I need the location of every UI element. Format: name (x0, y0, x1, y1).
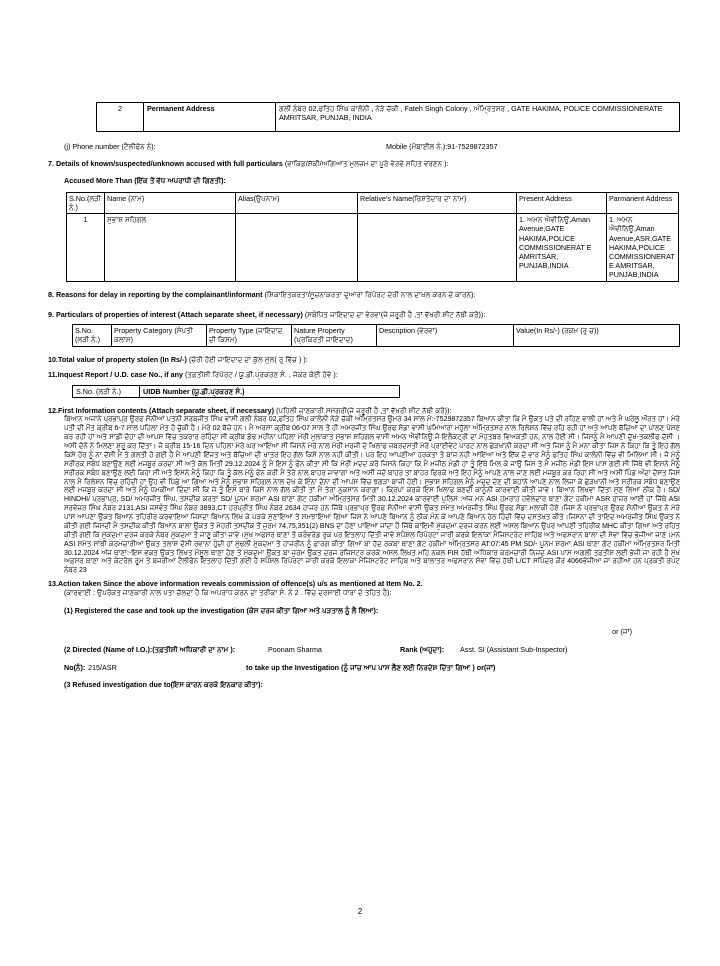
item-10-title-pa: (ਚੋਰੀ ਹੋਈ ਜਾਇਦਾਦ ਦਾ ਕੁੱਲ ਮੁੱਲ( ਰੁ ਵਿੱਚ ) ): (188, 354, 308, 364)
item-7-title: 7. Details of known/suspected/unknown accused with full particulars (48, 159, 283, 169)
prop-col-sno: S.No. (ਲੜੀ ਨੰ.) (73, 325, 112, 346)
permanent-address-table (96, 102, 680, 132)
table-header-row (73, 385, 400, 397)
accused-permanent-address: 1. ਅਮਨ ਐਵੀਨਿਊ,Aman Avenue,ASR,GATE HAKIMA,POLICE COMMISSIONERAT E AMRITSAR, PUNJAB,INDIA (607, 214, 679, 282)
table-row (97, 103, 680, 132)
item-12-heading (48, 406, 680, 415)
item-9-title: 9. Particulars of properties of interest (Attach separate sheet, if necessary) (48, 309, 303, 319)
registered-case-line: (1) Registered the case and took up the investigation (ਕੇਸ ਦਰਜ ਕੀਤਾ ਗਿਆ ਅਤੇ ਪੜਤਾਲ ਨੂੰ ਲੈ ਲਿਆ): (64, 605, 379, 615)
accused-more-than: Accused More Than (ਇੱਕ ਤੋਂ ਵੱਧ ਅਪਰਾਧੀ ਦੀ ਗਿਣਤੀ): (64, 176, 226, 186)
rank-label: Rank (ਅਹੁਦਾ): (400, 645, 445, 654)
item-13-title-pa: (ਕਾਰਵਾਈ : ਉਪਰੋਕਤ ਜਾਣਕਾਰੀ ਨਾਲ ਪਤਾ ਚੱਲਦਾ ਹੈ ਕਿ ਅਪਰਾਧ ਕਰਨ ਦਾ ਤਰੀਕਾ ਸੰ. ਨੰ 2 . ਵਿੱਚ ਦਰਸਾਈ ਧਾਰਾ ਦੇ ਤਹਿਤ ਹੈ): (64, 588, 392, 598)
address-value: ਗਲੀ ਨੰਬਰ 02,ਫਤਿਹ ਸਿੰਘ ਕਾਲੋਨੀ , ਨੇੜੇ ਚੱਕੀ , Fateh Singh Colony , ਅੰਮ੍ਰਿਤਸਰ , GATE HAKIMA, POLICE COMMISSIONERATE AMRITSAR, PUNJAB, INDIA (276, 103, 680, 132)
item-9-heading (48, 310, 680, 319)
io-number-line (64, 663, 680, 672)
accused-name: ਸੁਭਾਸ਼ ਸਹਿਗਲ (105, 214, 236, 282)
page-number: 2 (357, 907, 363, 916)
col-permanent-address: Parmanent Address (607, 192, 679, 213)
item-7-heading (48, 159, 680, 168)
item-12-title: 12.First Information contents (Attach separate sheet, if necessary) (48, 406, 275, 416)
prop-col-description: Description (ਵੇਰਵਾ) (377, 325, 514, 346)
uidb-table (72, 385, 400, 398)
item-7-title-pa: (ਵਾਕਿਫ਼/ਸ਼ੱਕੀ/ਅਗਿਆਤ ਮੁਲਜ਼ਮ ਦਾ ਪੂਰੇ ਵੇਰਵੇ ਸਹਿਤ ਵਰਣਨ ): (284, 159, 449, 169)
prop-col-type: Property Type (ਜਾਇਦਾਦ ਦੀ ਕਿਸਮ) (207, 325, 292, 346)
property-table (72, 324, 680, 346)
directed-label: (2 Directed (Name of I.O.):(ਤਫ਼ਤੀਸ਼ੀ ਅਧਿਕਾਰੀ ਦਾ ਨਾਮ ): (64, 645, 236, 654)
col-alias: Alias(ਉਪਨਾਮ) (236, 192, 358, 213)
col-sno: S.No.(ਲੜੀ ਨੰ.) (67, 192, 105, 213)
uidb-col-number: UIDB Number (ਯੂ.ਡੀ.ਪ੍ਰਕਰਣ ਸੰ.) (140, 385, 400, 397)
fir-page-body (48, 96, 680, 690)
col-present-address: Present Address (517, 192, 607, 213)
item-13-heading (48, 579, 680, 588)
accused-sno: 1 (67, 214, 105, 282)
uidb-col-sno: S.No. (ਲੜੀ ਨੰ.) (73, 385, 140, 397)
refused-investigation-line: (3 Refused investigation due to(ਇਸ ਕਾਰਨ ਕਰਕੇ ਇਨਕਾਰ ਕੀਤਾ): (64, 680, 263, 690)
rank-value: Asst. SI (Assistant Sub-Inspector) (460, 645, 568, 654)
accused-relative (358, 214, 517, 282)
item-13-title: 13.Action taken Since the above information reveals commission of offence(s) u/s as mentioned at Item No. 2. (48, 579, 423, 589)
accused-table (66, 192, 679, 282)
table-row (67, 214, 679, 282)
table-header-row (67, 192, 679, 213)
prop-col-nature: Nature Property (ਪ੍ਰਕਿਰਤੀ ਜਾਇਦਾਦ) (292, 325, 377, 346)
address-serial: 2 (97, 103, 144, 132)
item-10-heading (48, 355, 680, 364)
item-10-title: 10.Total value of property stolen (In Rs/-) (48, 354, 187, 364)
item-12-title-pa: (ਪਹਿਲੀ ਜਾਣਕਾਰੀ ਸਮੱਗਰੀ(ਜੇ ਜ਼ਰੂਰੀ ਹੈ ,ਤਾਂ ਵੱਖਰੀ ਸ਼ੀਟ ਨੱਥੀ ਕਰੋ)): (276, 406, 452, 416)
or-text: or (ਜਾਂ) (612, 626, 632, 636)
item-11-title: 11.Inquest Report / U.D. case No., if any (48, 369, 184, 379)
item-8-title: 8. Reasons for delay in reporting by the complainant/informant (48, 289, 263, 299)
no-value: 215/ASR (88, 663, 117, 673)
item-11-title-pa: (ਤਫ਼ਤੀਸ਼ੀ ਰਿਪੋਰਟ / ਯੂ.ਡੀ.ਪ੍ਰਕਰਣ ਸੰ. , ਜੇਕਰ ਕੋਈ ਹੋਵੇ ): (185, 369, 338, 379)
take-up-investigation: to take up the Investigation (ਨੂੰ ਜਾਂਚ ਆਪ ਪਾਸ ਲੈਣ ਲਈ ਨਿਰਦੇਸ਼ ਦਿੱਤਾ ਗਿਆ ) or(ਜਾਂ) (246, 663, 496, 673)
prop-col-value: Value(In Rs/-) (ਰਕਮ (ਰੁ ਚ)) (514, 325, 680, 346)
no-label: No(ਨੰ): (64, 663, 86, 673)
item-8-heading (48, 290, 680, 299)
accused-alias (236, 214, 358, 282)
address-label: Permanent Address (144, 103, 276, 132)
item-9-title-pa: (ਸਬੰਧਿਤ ਜਾਇਦਾਦ ਦਾ ਵੇਰਵਾ(ਜੇ ਜ਼ਰੂਰੀ ਹੈ ,ਤਾਂ ਵੱਖਰੀ ਸ਼ੀਟ ਨੱਥੀ ਕਰੋ)): (304, 309, 486, 319)
item-11-heading (48, 370, 680, 379)
accused-present-address: 1. ਅਮਨ ਐਵੀਨਿਊ,Aman Avenue,GATE HAKIMA,POLICE COMMISSIONERAT E AMRITSAR, PUNJAB,INDIA (517, 214, 607, 282)
phone-line (64, 142, 680, 151)
prop-col-category: Property Category (ਸੰਪਤੀ ਕਲਾਸ) (112, 325, 207, 346)
phone-number-label: (j) Phone number (ਟੈਲੀਫੋਨ ਨੰ): (64, 142, 156, 151)
table-header-row (73, 325, 680, 346)
io-name: Poonam Sharma (268, 645, 322, 654)
item-8-title-pa: (ਸ਼ਿਕਾਇਤਕਰਤਾ/ਸੂਚਨਾਕਰਤਾ ਦੁਆਰਾ ਰਿਪੋਰਟ ਦੇਰੀ ਨਾਲ ਦਾਖ਼ਲ ਕਰਨ ਦੇ ਕਾਰਨ): (264, 289, 476, 299)
col-name: Name (ਨਾਮ) (105, 192, 236, 213)
col-relative: Relative's Name(ਰਿਸ਼ਤੇਦਾਰ ਦਾ ਨਾਮ) (358, 192, 517, 213)
first-information-contents: ਬਿਆਨ ਅਜਾਨੇ ਪ੍ਰਭਾਪ੍ਰ ਉਰਫ ਸੋਨੀਆ ਪਤਨੀ ਸਰਬਜੀਤ ਸਿੰਘ ਵਾਸੀ ਗਲੀ ਨੰਬਰ 02,ਫਤਿਹ ਸਿੰਘ ਕਾਲੋਨੀ ਨੇੜੇ ਚੱਕੀ ਅੰਮ੍ਰਿਤਸਰ ਉਮਰ 34 ਸਾਲ ਮੋ:-7529872357 ਬਿਆਨ ਕੀਤਾ ਕਿ ਮੈ ਉਕਤ ਪਤੇ ਦੀ ਰਹਿਣ ਵਾਲੀ ਹਾਂ ਅਤੇ ਮੈ ਘਰੇਲੂ ਔਰਤ ਹਾਂ। ਮੇਰੇ ਪਤੀ ਦੀ ਮੌਤ ਕ੍ਰੀਬ 6-7 ਸਾਲ ਪਹਿਲਾ ਮੋਤ ਹੋ ਚੁੱਕੀ ਹੈ। ਮੇਰੇ 02 ਬੱਚੇ ਹਨ। ਮੈ ਅਰਸਾ ਕ੍ਰੀਬ 06-07 ਸਾਲ ਤੋਂ ਹੀ ਅਮਰਜੀਤ ਸਿੰਘ ਉਰਫ ਸੋਡਾ ਵਾਸੀ ਘੁਮਿਆਰਾ ਮਹੁੱਲਾ ਅੰਮ੍ਰਿਤਸਰ ਨਾਲ ਰਿਲੇਸ਼ਨ ਵਿੱਚ ਰਹਿ ਰਹੀ ਹਾਂ ਅਤੇ ਆਪਣੇ ਬੱਚਿਆ ਦਾ ਪਾਲਣ ਪੋਸ਼ਣ ਕਰ ਰਹੀ ਹਾਂ ਅਤੇ ਸਾਡੀ ਦੋਹਾ ਦੀ ਆਪਸ ਵਿੱਚ ਤਕਰਾਰ ਰਹਿੰਦਾ ਸੀ ਕ੍ਰੀਬ ਡੇਢ ਮਹੀਨਾ ਪਹਿਲਾ ਮੇਰੀ ਮੁਲਾਕਾਤ ਸੁਭਾਸ਼ ਸਹਿਗਲ ਵਾਸੀ ਅਮਨ ਐਵੀਨਿਊ ਜੋ ਇਲੈਕਟ੍ਰੀ ਦਾ ਮੋਹਤਬਰ ਵਿਅਕਤੀ ਹਨ, ਨਾਲ ਹੋਈ ਸੀ। ਜਿਸਨੂੰ ਮੈ ਆਪਣੀ ਦੁੱਖ-ਤਕਲੀਫ ਦੱਸੀ । ਅਸੀ ਦੋਨੋ ਨੇ ਮਿਲਣਾ ਸ਼ੁਰੂ ਕਰ ਦਿੱਤਾ। ਜੋ ਕ੍ਰੀਬ 15-16 ਦਿਨ ਪਹਿਲਾ ਮੇਰੇ ਘਰ ਆਇਆ ਸੀ ਜਿਸਨੇ ਮੇਰੇ ਨਾਲ ਮੇਰੀ ਮਰਜੀ ਦੇ ਖਿਲਾਫ ਜਬਰਦਸਤੀ ਮੇਰੇ ਪ੍ਰਾਈਵੇਟ ਪਾਰਟ ਨਾਲ ਛੇੜਖਾਨੀ ਕਰਦਾ ਸੀ ਅਤੇ ਜਿਸ ਨੂੰ ਮੈ ਮਨਾ ਕੀਤਾ ਜਿਸ ਨੇ ਕਿਹਾ ਕਿ ਤੂੰ ਇਹ ਗੱਲ ਕਿਸੇ ਹੋਰ ਨੂੰ ਨਾ ਦੱਸੀ ਮੈਂ ਤੇ ਗਲਤੀ ਹੋ ਗਈ ਹੈ ਮੈ ਆਪਣੀ ਇੱਜਤ ਅਤੇ ਬੱਚਿਆ ਦੀ ਖਾਤਰ ਇਹ ਗੱਲ ਕਿਸੇ ਨਾਲ ਨਹੀ ਕੀਤੀ। ਪਰ ਇਹ ਆਪਣੀਆ ਹਰਕਤਾ ਤੋ ਬਾਜ ਨਹੀ ਆਇਆ ਅਤੇ ਇੱਕ ਦੋ ਵਾਰ ਮੈਨੂੰ ਫਤਿਹ ਸਿੰਘ ਕਾਲੋਨੀ ਵਿੱਚ ਵੀ ਮਿਲਿਆ ਸੀ। ਜੋ ਮੇਨੂੰ ਸਰੀਰਕ ਸਬੰਧ ਬਣਾਉਣ ਲਈ ਮਜਬੂਰ ਕਰਦਾ ਸੀ ਅਤੇ ਕੱਲ ਮਿਤੀ 29.12.2024 ਨੂੰ ਮੈ ਇਸ ਨੂੰ ਫੋਨ ਕੀਤਾ ਸੀ ਕਿ ਮੇਰੀ ਮਦਦ ਕਰੋ ਜਿਸਨੇ ਕਿਹਾ ਕਿ ਮੈ ਮਜੀਠ ਮੰਡੀ ਹਾਂ ਤੂੰ ਇੱਥੇ ਮਿਲ ਕੇ ਜਾਉ ਜਿਸ ਤੇ ਮੈ ਮਜੀਠ ਮੰਡੀ ਇਸ ਪਾਸ ਗਈ ਸੀ ਜਿੱਥੇ ਵੀ ਇਸਨੇ ਮੈਨੂੰ ਸਰੀਰਕ ਸਬੰਧ ਬਣਾਉਣ ਲਈ ਕਿਹਾ ਸੀ ਅਤੇ ਇਸਨੇ ਮੈਨੂੰ ਕਿਹਾ ਕਿ ਤੂੰ ਕੱਲ ਮੇਨੂੰ ਫੋਨ ਕਰੀ ਮੈ ਤੇਰੇ ਨਾਲ ਬਾਹਰ ਜਾਵਾਗਾ ਅਤੇ ਅਸੀ ਜਦੋ ਬਾਹਰ ਤਾਂ ਬਾਹਰ ਫਿਰਕੇ ਅਤੇ ਇਹ ਮੈਨੂੰ ਆਪਣੇ ਨਾਲ ਜਾਣ ਲਈ ਮਜਬੂਰ ਕਰ ਰਿਹਾ ਸੀ ਅਤੇ ਅਸੀ ਪਿੰਡ ਅੰਦਾ ਦੋਸਤ ਜਿਸ ਨਾਲ ਮੈ ਰਿਲੇਸ਼ਨ ਵਿੱਚ ਰਹਿੰਦੀ ਹਾਂ ਉਹ ਵੀ ਪਿੱਛੇ ਆ ਗਿਆ ਅਤੇ ਮੈਨੂੰ ਸੁਭਾਸ਼ ਸਹਿਗਲ ਨਾਲ ਦੇਖ ਕੇ ਇੰਨਾ ਦੋਨਾ ਦੀ ਆਪਸ ਵਿੱਚ ਝਗੜਾ ਬਾਜੀ ਹੋਈ। ਸੁਭਾਸ਼ ਸਹਿਗਲ ਮੈਨੂੰ ਮਦਦ ਦੇਣ ਦੀ ਬਹਾਨੇ ਆਪਣੇ ਨਾਲ ਲਿਜਾ ਕੇ ਛੇੜਖਾਨੀ ਅਤੇ ਸਰੀਰਕ ਸਬੰਧ ਬਣਾਉਣ ਲਈ ਮਜਬੂਰ ਕਰਦਾ ਸੀ ਅਤੇ ਮੈਨੂੰ ਧਮਕੀਆ ਦਿੰਦਾ ਸੀ ਕਿ ਜੇ ਤੂੰ ਇਸ ਬਾਰੇ ਕਿਸੇ ਨਾਲ ਗੱਲ ਕੀਤੀ ਤਾਂ ਮੈ ਤੇਰਾ ਨੁਕਸਾਨ ਕਰਾਗਾ। ਕ੍ਰਿਪਾ ਕਰਕੇ ਇਸ ਖਿਲਾਫ ਬਣਦੀ ਕਾਨੂੰਨੀ ਕਾਰਵਾਈ ਕੀਤੀ ਜਾਵੇ। ਬਿਆਨ ਲਿਖਵਾ ਦਿੱਤਾ ਸੁਣ ਲਿਆ ਠੀਕ ਹੈ। SD/ HINDHI/ ਪ੍ਰਭਾਪ੍ਰ, SD/ ਅਮਰਜੀਤ ਸਿੰਘ, ਤਸਦੀਕ ਕਰਤਾ SD/ ਪੂਨਮ ਸ਼ਰਮਾ ASI ਥਾਣਾ ਗੇਟ ਹਕੀਮਾ ਅੰਮ੍ਰਿਤਸਰ ਮਿਤੀ 30.12.2024 ਕਾਰਵਾਈ ਪੁਲਿਸ :ਅੱਜ ਮਨ ASI ਹਮਰਾਹ ਹਵੋਲਦਾਰ ਥਾਣਾ ਗੇਟ ਹਕੀਮਾ ASR ਹਾਜਰ ਆਈ ਹਾਂ ਜਿੱਥੇ ASI ਸਰਵੇਜ਼ਰ ਸਿੰਘ ਨੰਬਰ 2131,ASI ਜਸਵੰਤ ਸਿੰਘ ਨੰਬਰ 3893,CT ਹਰਪ੍ਰੀਤ ਸਿੰਘ ਨੰਬਰ 2634 ਹਾਜਰ ਹਨ ਜਿੱਥੇ ਪ੍ਰਭਾਪ੍ਰ ਉਰਫ ਸੋਨੀਆ ਵਾਸੀ ਉਕਤ ਸਮੇਤ ਅਮਰਜੀਤ ਸਿੰਘ ਉਰਫ ਸੋਡਾ ਮਲਾਕੀ ਹੋਏ।ਜਿਸ ਨੇ ਪ੍ਰਭਾਪ੍ਰ ਉਰਫ ਸੋਨੀਆ ਉਕਤ ਨੇ ਮੇਰੇ ਪਾਸ ਆਪਣਾ ਉਕਤ ਬਿਆਨ ਤਹਿਰੀਰ ਕਰਵਾਇਆ ਜਿਸਦਾ ਬਿਆਨ ਲਿਖ ਕੇ ਪੜਕੇ ਸੁਣਾਇਆ ਤੇ ਸਮਝਾਇਆ ਗਿਆ ਜਿਸ ਨੇ ਆਪਣੇ ਬਿਆਨ ਨੂੰ ਠੀਕ ਮੰਨ ਕੇ ਆਪਣੇ ਬਿਆਨ ਹੇਠ ਹਿੰਦੀ ਵਿੱਚ ਦਸਤਖ਼ਤ ਕੀਤੇ।ਜਿਸਨਾ ਦੀ ਤਾਇਦ ਅਮਰਜੀਤ ਸਿੰਘ ਉਕਤ ਨੇ ਕੀਤੀ ਗਈ ਜਿਸਦੀ ਮੈ ਤਸਦੀਕ ਕੀਤੀ ਬਿਆਨ ਬਾਲਾ ਉਕਤ ਤੇ ਮੋਹਰੀ ਤਸਦੀਕ ਤੋਂ ਜੁਰਮ 74,75,351(2) BNS ਦਾ ਹੋਣਾ ਪਾਇਆ ਜਾਂਦਾ ਹੈ ਜਿੱਥੇ ਕਾਇਮੀ ਮੁੱਕਦਮਾ ਦਰਜ ਕਰਨ ਲਈ ਅਸਲ ਬਿਆਨ ਉਪਰ ਆਪਣੀ ਤਹਿਰੀਕ MHC ਕੀਤਾ ਗਿਆ ਅਤੇ ਰਹਿਤ ਕੀਤੀ ਗਈ ਕਿ ਮੁੱਕਦਮਾ ਦਰਜ ਕਰਕੇ ਨੰਬਰ ਮੁੱਕਦਮਾ ਤੋ ਜਾਣੂ ਕੀਤਾ ਜਾਵੇ।ਮੁੱਖ ਅਫਸਰ ਥਾਣਾ ਤੋ ਕਰੰਵਰੇਡ ਰੁਕ ਪਰ ਇਤਲਾਹ ਦਿੱਤੀ ਜਾਵੇ ਸਪੈਸ਼ਲ ਰਿਪੋਰਟਾ ਜਾਰੀ ਕਰਕੇ ਇਲਾਕਾ ਮੈਜਿਸਟਰੇਟ ਸਾਹਿਬ ਅਤੇ ਅਫਸਰਾਨ ਬਾਲਾ ਦੀ ਸੇਵਾ ਵਿੱਚ ਭੇਜੀਆ ਜਾਣ।ਮਨ ASI ਸਮੇਤ ਸਾਥੀ ਕਰਮਚਾਰੀਆ ਉਕਤ ਤਲਾਸ਼ ਦੋਸੀ ਰਵਾਨਾ ਹੁੰਦੀ ਹਾਂ ਮੁੱਢਲੀ ਮੁੱਕਦਮਾ ਤੋ ਹਾਜਰੀਨ ਨੂੰ ਫ਼ਾਰਗ ਕੀਤਾ ਗਿਆ ਬਾ ਹੱਦ ਰਕਬਾ ਥਾਣਾ ਗੇਟ ਹਕੀਮਾ ਅੰਮ੍ਰਿਤਸਰ AT:07:45 PM SD/- ਪੂਨਮ ਸ਼ਰਮਾ ASI ਥਾਣਾ ਗੇਟ ਹਕੀਮਾ ਅੰਮ੍ਰਿਤਸਰ ਮਿਤੀ 30.12.2024 ਅੱਜ ਥਾਣਾ:-ਇਸ ਵਕਤ ਉਕਤ ਲਿਖਤ ਮੋਸੂਲ ਥਾਣਾ ਹੋਣ ਤੇ ਮੁੱਕਦਮਾ ਉਕਤ ਬਾ ਜੁਰਮ ਉਕਤ ਦਰਜ ਰਜਿਸਟਰ ਕਰਕੇ ਅਸਲ ਲਿਖਤ ਮਹਿ ਨਕਲ FIR ਹੱਥੀ ਅਧਿਕਾਰ ਕਰਮਚਾਰੀ ਨਿਜ਼ਦ ASI ਪਾਸ ਅਗਲੀ ਤਫ਼ਤੀਸ਼ ਲਈ ਭੇਜੀ ਜਾ ਰਹੀ ਹੈ ਮੁੱਖ ਅਫ਼ਸਰ ਥਾਣਾ ਅਤੇ ਕੰਟਰੋਲ ਰੂਮ ਤੇ ਬਜਰੀਆ ਟੈਲੀਫੋਨ ਇਤਲਾਹ ਦਿੱਤੀ ਗਈ ਹੈ ਸਪੈਸ਼ਲ ਰਿਪੋਰਟਾ ਜਾਰੀ ਕਰਕੇ ਇਲਾਕਾ ਮੈਜਿਸਟਰੇਟ ਸਾਹਿਬ ਅਤੇ ਬਾਲਾਤਰ ਅਫਸਰਾਨ ਸੇਵਾ ਵਿੱਚ ਹੱਥੀ L/CT ਸਪਿੰਦਰ ਕੌਰ 4066ਭੇਜੀਆ ਜਾ ਰਹੀਆ ਹਨ ਪ੍ਰਕਤੀ ਰਪਟ ਨੰਬਰ 23 (64, 416, 680, 575)
directed-io-line (64, 645, 680, 654)
mobile-number: Mobile (ਮੋਬਾਈਲ ਨੰ.):91-7529872357 (386, 142, 498, 151)
